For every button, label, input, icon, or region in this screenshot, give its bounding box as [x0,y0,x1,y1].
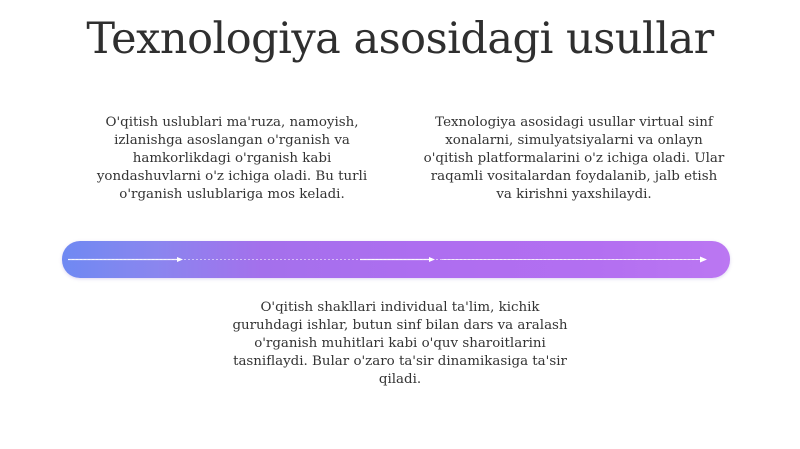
slide-title: Texnologiya asosidagi usullar [86,14,714,64]
timeline-graphic [62,241,730,278]
timeline-bar [62,241,730,278]
timeline-arrowhead-icon [177,257,183,262]
text-block-technology-methods: Texnologiya asosidagi usullar virtual sinf xonalarni, simulyatsiyalarni va onlayn o'qitish platformalarini o'z ichiga oladi. Ular raqamli vositalardan foydalanib, jalb etish va kirishni yaxshilaydi. [423,115,725,202]
text-block-teaching-forms: O'qitish shakllari individual ta'lim, kichik guruhdagi ishlar, butun sinf bilan dars va aralash o'rganish muhitlari kabi o'quv sharoitlarini tasniflaydi. Bular o'zaro ta'sir dinamikasiga ta'sir qiladi. [232,300,568,387]
text-block-teaching-methods: O'qitish uslublari ma'ruza, namoyish, izlanishga asoslangan o'rganish va hamkorlikdagi o'rganish kabi yondashuvlarni o'z ichiga oladi. Bu turli o'rganish uslublariga mos keladi. [96,115,368,202]
timeline-arrowhead-icon [429,257,435,262]
arrow-right-icon [700,257,707,263]
